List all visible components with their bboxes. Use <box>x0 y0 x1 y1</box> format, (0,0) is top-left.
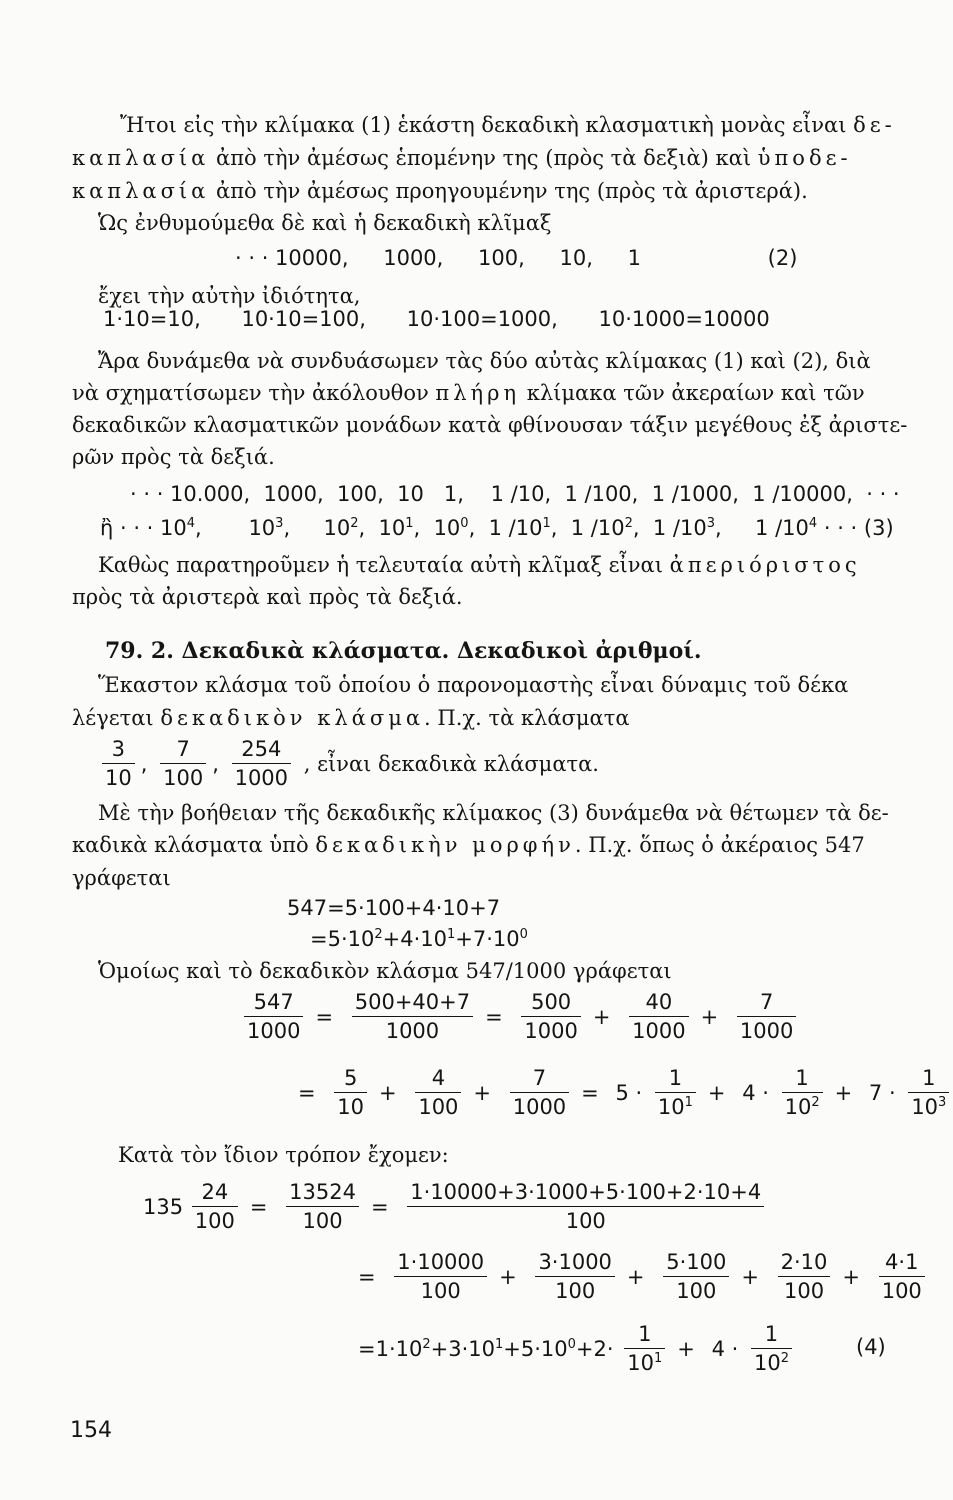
fraction-equation: = $\frac{5}{10}$ + $\frac{4}{100}$ + $\frac{7}{1000}$ = 5 · $\frac{1}{10^1}$ + 4 · $\frac{1}{10^2}$ + 7 · $\frac{1}{10^3}$ <box>298 1066 953 1119</box>
fraction: $\frac{3}{10}$ <box>102 737 135 790</box>
equation: 10·1000=10000 <box>598 307 770 331</box>
text-span: ἀπὸ τὴν ἀμέσως προηγουμένην της (πρὸς τὰ ἀριστερά). <box>209 179 808 203</box>
equation: 10·10=100, <box>241 307 366 331</box>
text-line: Ἕκαστον κλάσμα τοῦ ὁποίου ὁ παρονομαστὴς εἶναι δύναμις τοῦ δέκα <box>98 673 849 697</box>
equation: 1·10=10, <box>103 307 201 331</box>
equality-row <box>103 307 770 331</box>
text-line: πρὸς τὰ ἀριστερὰ καὶ πρὸς τὰ δεξιά. <box>72 585 463 609</box>
fraction-equation: 135 $\frac{24}{100}$ = $\frac{13524}{100}$ = $\frac{1\cdot 10000+3\cdot 1000+5\cdot 100+2\cdot 10+4}{100}$ <box>143 1180 768 1233</box>
equation-tag: (4) <box>856 1335 886 1359</box>
spaced-text: ἀπεριόριστος <box>669 553 861 577</box>
text-line <box>72 832 865 858</box>
text-span: νὰ σχηματίσωμεν τὴν ἀκόλουθον <box>72 381 436 405</box>
text-line: δεκαδικῶν κλασματικῶν μονάδων κατὰ φθίνουσαν τάξιν μεγέθους ἐξ ἀριστε- <box>72 413 908 437</box>
text-span: Ἤτοι εἰς τὴν κλίμακα (1) ἑκάστη δεκαδικὴ κλασματικὴ μονὰς εἶναι <box>120 113 854 137</box>
text-line: γράφεται <box>72 866 171 890</box>
spaced-text: πλήρη <box>435 381 521 405</box>
fraction: $\frac{254}{1000}$ <box>232 737 291 790</box>
fraction-equation: $=1\cdot 10^2+3\cdot 10^1+5\cdot 10^0+2\cdot$ $\frac{1}{10^1}$ + 4 · $\frac{1}{10^2}$ <box>358 1322 796 1375</box>
scale-value: 1000, <box>383 246 444 270</box>
text-span: . Π.χ. ὅπως ὁ ἀκέραιος 547 <box>574 833 865 857</box>
text-span: καδικὰ κλάσματα ὑπὸ <box>72 833 316 857</box>
text-line: Ὁμοίως καὶ τὸ δεκαδικὸν κλάσμα 547/1000 γράφεται <box>98 959 672 983</box>
text-line <box>72 178 808 204</box>
spaced-text: ὑποδε- <box>757 146 852 170</box>
text-line <box>72 705 630 731</box>
fraction-equation: = $\frac{1\cdot 10000}{100}$ + $\frac{3\cdot 1000}{100}$ + $\frac{5\cdot 100}{100}$ + $\frac{2\cdot 10}{100}$ + $\frac{4\cdot 1}{100}$ <box>358 1250 929 1303</box>
section-heading: 79. 2. Δεκαδικὰ κλάσματα. Δεκαδικοὶ ἀριθμοί. <box>105 638 702 664</box>
text-line <box>72 145 852 171</box>
spaced-text: καπλασία <box>72 179 210 203</box>
text-span: ἀπὸ τὴν ἀμέσως ἑπομένην της (πρὸς τὰ δεξιὰ) καὶ <box>209 146 758 170</box>
equation: 10·100=1000, <box>406 307 558 331</box>
text-line <box>120 112 896 138</box>
text-line: Ἄρα δυνάμεθα νὰ συνδυάσωμεν τὰς δύο αὐτὰς κλίμακας (1) καὶ (2), διὰ <box>98 349 871 373</box>
text-line <box>72 380 865 406</box>
scale-value: 100, <box>478 246 525 270</box>
spaced-text: δεκαδικὴν μορφήν <box>315 833 575 857</box>
text-line: ρῶν πρὸς τὰ δεξιά. <box>72 445 275 469</box>
text-span: Καθὼς παρατηροῦμεν ἡ τελευταία αὐτὴ κλῖμαξ εἶναι <box>98 553 670 577</box>
text-span: λέγεται <box>72 706 161 730</box>
scale-value: · · · 10000, <box>235 246 349 270</box>
page-number: 154 <box>70 1418 112 1443</box>
full-decimal-scale: · · · 10.000, 1000, 100, 10 1, 1 /10, 1 /100, 1 /1000, 1 /10000, · · · <box>130 482 900 506</box>
text-span: κλίμακα τῶν ἀκεραίων καὶ τῶν <box>520 381 865 405</box>
fraction-equation: $\frac{547}{1000}$ = $\frac{500+40+7}{1000}$ = $\frac{500}{1000}$ + $\frac{40}{1000}$ + $\frac{7}{1000}$ <box>240 990 800 1043</box>
equation: $=5\cdot 10^2+4\cdot 10^1+7\cdot 10^0$ <box>310 927 528 951</box>
text-line: Κατὰ τὸν ἴδιον τρόπον ἔχομεν: <box>118 1143 449 1167</box>
equation-tag: (2) <box>767 246 798 270</box>
spaced-text: δε- <box>853 113 896 137</box>
scale-value: 10, <box>559 246 593 270</box>
power-scale-3: ἢ · · · $10^4$, $10^3$, $10^2$, $10^1$, $10^0$, 1 $/10^1$, 1 $/10^2$, 1 $/10^3$, 1 $/10^4$ · · · (3) <box>100 516 894 540</box>
text-span: . Π.χ. τὰ κλάσματα <box>424 706 630 730</box>
fraction-examples: $\frac{3}{10}$ , $\frac{7}{100}$ , $\frac{254}{1000}$ , εἶναι δεκαδικὰ κλάσματα. <box>98 737 607 790</box>
text-span: , εἶναι δεκαδικὰ κλάσματα. <box>303 751 599 776</box>
spaced-text: δεκαδικὸν κλάσμα <box>160 706 425 730</box>
text-line: Μὲ τὴν βοήθειαν τῆς δεκαδικῆς κλίμακος (3) δυνάμεθα νὰ θέτωμεν τὰ δε- <box>98 801 889 825</box>
fraction: $\frac{7}{100}$ <box>160 737 206 790</box>
equation: 547=5·100+4·10+7 <box>287 896 501 920</box>
text-line <box>98 552 861 578</box>
scale-value: 1 <box>627 246 641 270</box>
spaced-text: καπλασία <box>72 146 210 170</box>
text-line: ἔχει τὴν αὐτὴν ἰδιότητα, <box>98 284 361 308</box>
decimal-scale-2 <box>235 246 797 270</box>
text-line: Ὡς ἐνθυμούμεθα δὲ καὶ ἡ δεκαδικὴ κλῖμαξ <box>98 211 552 235</box>
